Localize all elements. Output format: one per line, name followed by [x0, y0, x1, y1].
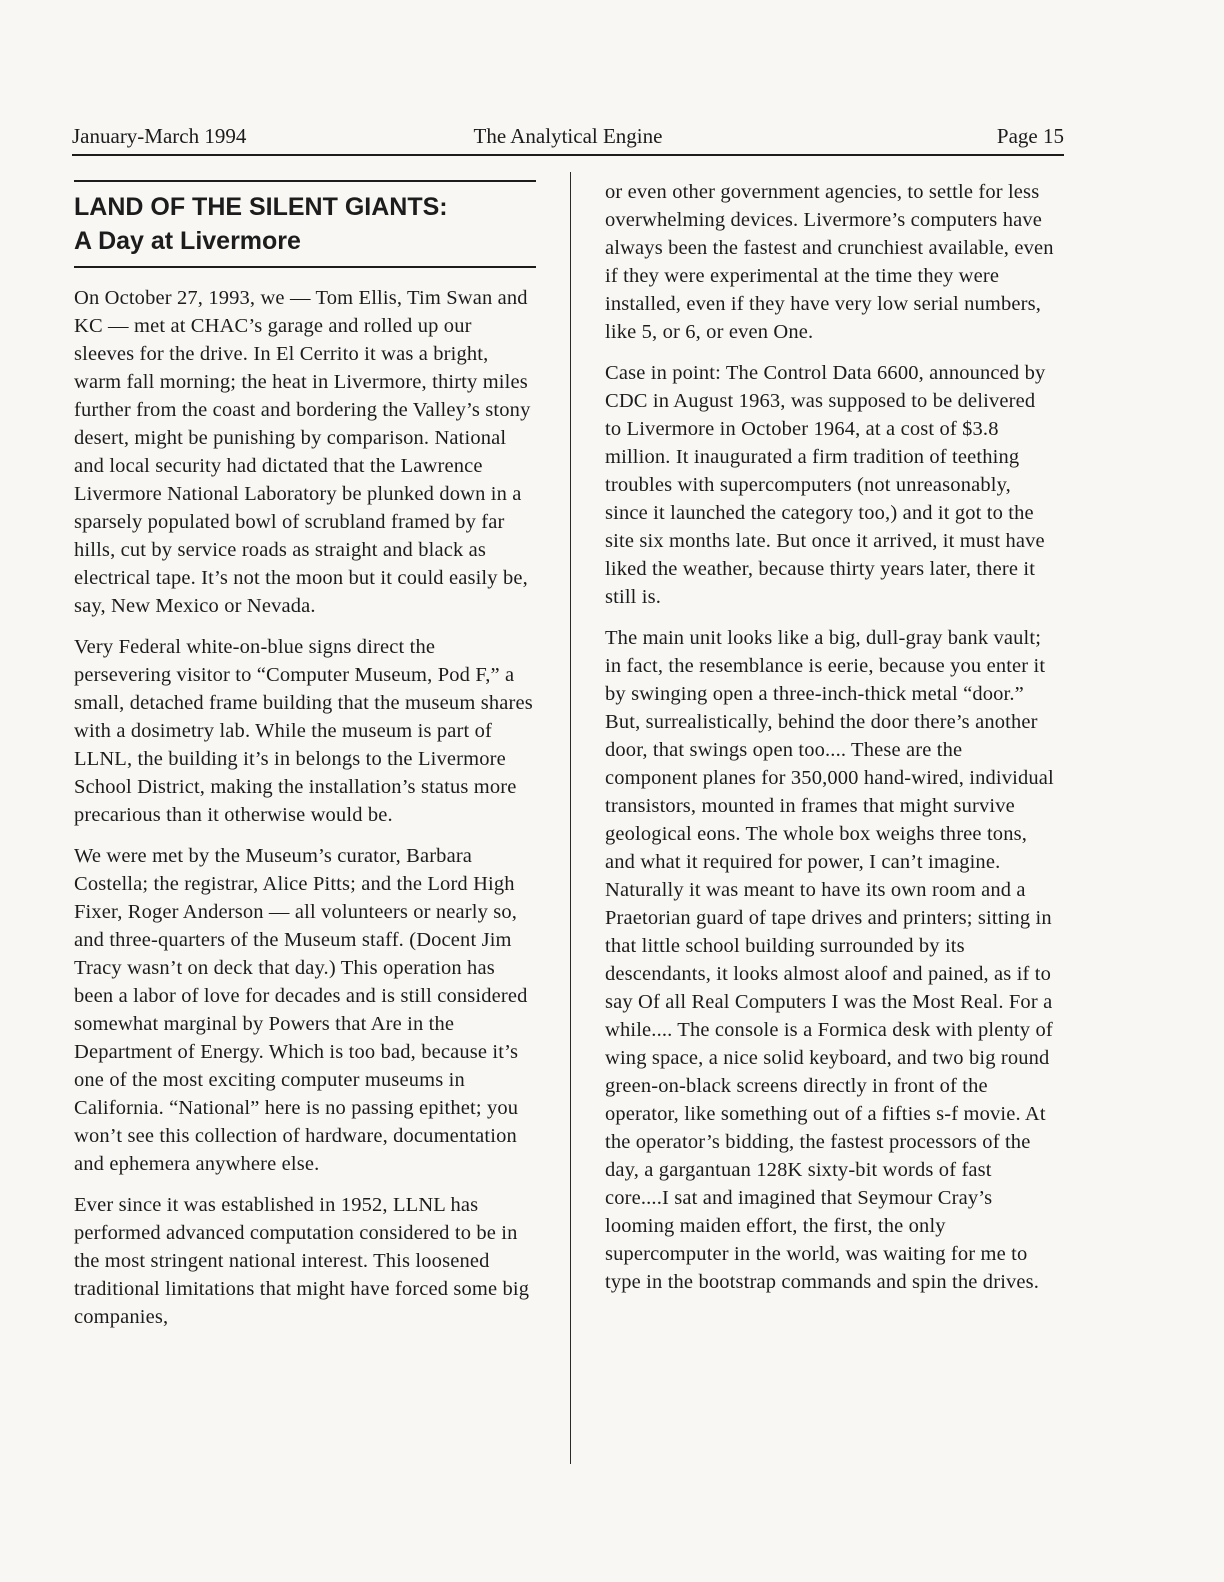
paragraph-main-unit: The main unit looks like a big, dull-gray bank vault; in fact, the resemblance is eerie, because you enter it by swinging open a three-inch-thick metal “door.” But, surrealistically, behind the door there’s another door, that swings open too.... These are the component planes for 350,000 hand-wired, individual transistors, mounted in frames that might survive geological eons. The whole box weighs three tons, and what it required for power, I can’t imagine. Naturally it was meant to have its own room and a Praetorian guard of tape drives and printers; sitting in that little school building surrounded by its descendants, it looks almost aloof and pained, as if to say Of all Real Computers I was the Most Real. For a while.... The console is a Formica desk with plenty of wing space, a nice solid keyboard, and two big round green-on-black screens directly in front of the operator, like something out of a fifties s-f movie. At the operator’s bidding, the fastest processors of the day, a gargantuan 128K sixty-bit words of fast core....I sat and imagined that Seymour Cray’s looming maiden effort, the first, the only supercomputer in the world, was waiting for me to type in the bootstrap commands and spin the drives.	[605, 627, 1054, 1293]
paragraph-history: Ever since it was established in 1952, LLNL has performed advanced computation considered to be in the most stringent national interest. This loosened traditional limitations that might have forced some big companies,	[74, 1194, 530, 1328]
paragraph-cdc-6600: Case in point: The Control Data 6600, announced by CDC in August 1963, was supposed to be delivered to Livermore in October 1964, at a cost of $3.8 million. It inaugurated a firm tradition of teething troubles with supercomputers (not unreasonably, since it launched the category too,) and it got to the site six months late. But once it arrived, it must have liked the weather, because thirty years later, there it still is.	[605, 362, 1046, 608]
column-divider	[570, 172, 571, 1464]
header-publication-title: The Analytical Engine	[473, 124, 663, 148]
article-title: LAND OF THE SILENT GIANTS:	[74, 193, 448, 221]
paragraph-staff: We were met by the Museum’s curator, Barbara Costella; the registrar, Alice Pitts; and the Lord High Fixer, Roger Anderson — all volunteers or nearly so, and three-quarters of the Museum staff. (Docent Jim Tracy wasn’t on deck that day.) This operation has been a labor of love for decades and is still considered somewhat marginal by Powers that Are in the Department of Energy. Which is too bad, because it’s one of the most exciting computer museums in California. “National” here is no passing epithet; you won’t see this collection of hardware, documentation and ephemera anywhere else.	[74, 845, 528, 1175]
running-header	[72, 120, 1064, 156]
right-column	[605, 178, 1055, 1309]
left-column	[74, 180, 536, 1344]
header-page-number: Page 15	[996, 124, 1064, 148]
paragraph-continued: or even other government agencies, to settle for less overwhelming devices. Livermore’s computers have always been the fastest and crunchiest available, even if they were experimental at the time they were installed, even if they have very low serial numbers, like 5, or 6, or even One.	[605, 181, 1054, 343]
article-subtitle: A Day at Livermore	[74, 227, 301, 255]
paragraph-signs: Very Federal white-on-blue signs direct the persevering visitor to “Computer Museum, Pod F,” a small, detached frame building that the museum shares with a dosimetry lab. While the museum is part of LLNL, the building it’s in belongs to the Livermore School District, making the installation’s status more precarious than it otherwise would be.	[74, 636, 533, 826]
header-date: January-March 1994	[72, 124, 247, 148]
article-title-box	[74, 180, 536, 268]
paragraph-arrival: On October 27, 1993, we — Tom Ellis, Tim Swan and KC — met at CHAC’s garage and rolled up our sleeves for the drive. In El Cerrito it was a bright, warm fall morning; the heat in Livermore, thirty miles further from the coast and bordering the Valley’s stony desert, might be punishing by comparison. National and local security had dictated that the Lawrence Livermore National Laboratory be plunked down in a sparsely populated bowl of scrubland framed by far hills, cut by service roads as straight and black as electrical tape. It’s not the moon but it could easily be, say, New Mexico or Nevada.	[74, 287, 531, 617]
